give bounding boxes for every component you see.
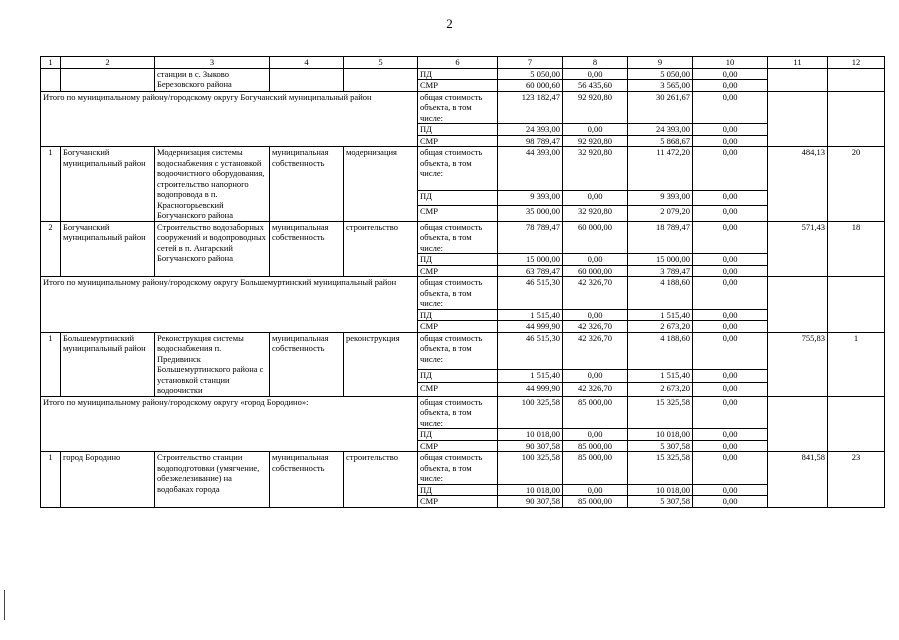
smr-label: СМР bbox=[418, 496, 498, 508]
col11-value: 755,83 bbox=[768, 332, 828, 396]
item-number: 1 bbox=[41, 452, 61, 508]
value-cell: 5 050,00 bbox=[628, 68, 693, 80]
col-header: 10 bbox=[693, 57, 768, 69]
value-cell: 4 188,60 bbox=[628, 332, 693, 369]
value-cell: 2 079,20 bbox=[628, 206, 693, 221]
col12-value: 23 bbox=[828, 452, 885, 508]
object-name: Модернизация системы водоснабжения с установкой водоочистного оборудования, строительство напорного водопровода в п. Красногорьевский Богучанского района bbox=[155, 147, 270, 222]
value-cell: 0,00 bbox=[693, 91, 768, 124]
value-cell: 0,00 bbox=[693, 206, 768, 221]
group-title: Итого по муниципальному району/городскому округу Большемуртинский муниципальный район bbox=[41, 277, 418, 333]
work-type: реконструкция bbox=[344, 332, 418, 396]
work-type: строительство bbox=[344, 452, 418, 508]
value-cell: 85 000,00 bbox=[563, 396, 628, 429]
value-cell: 32 920,80 bbox=[563, 206, 628, 221]
value-cell: 0,00 bbox=[693, 68, 768, 80]
object-name: Строительство станции водоподготовки (умягчение, обезжелезивание) на водобаках города bbox=[155, 452, 270, 508]
smr-label: СМР bbox=[418, 206, 498, 221]
value-cell: 15 000,00 bbox=[628, 254, 693, 266]
value-cell: 63 789,47 bbox=[498, 265, 563, 277]
value-cell: 1 515,40 bbox=[498, 369, 563, 382]
group-total-row bbox=[41, 91, 885, 124]
pd-label: ПД bbox=[418, 254, 498, 266]
value-cell: 92 920,80 bbox=[563, 91, 628, 124]
pd-label: ПД bbox=[418, 369, 498, 382]
value-cell: 5 307,58 bbox=[628, 440, 693, 452]
value-cell: 15 325,58 bbox=[628, 396, 693, 429]
value-cell: 5 868,67 bbox=[628, 135, 693, 147]
value-cell: 4 188,60 bbox=[628, 277, 693, 310]
group-total-row bbox=[41, 396, 885, 429]
value-cell: 123 182,47 bbox=[498, 91, 563, 124]
value-cell: 15 325,58 bbox=[628, 452, 693, 485]
value-cell: 46 515,30 bbox=[498, 277, 563, 310]
value-cell: 60 000,60 bbox=[498, 80, 563, 92]
object-name: Реконструкция системы водоснабжения п. Предивинск Большемуртинского района с установкой станции водоочистки bbox=[155, 332, 270, 396]
value-cell: 0,00 bbox=[563, 309, 628, 321]
value-cell: 0,00 bbox=[693, 265, 768, 277]
municipality: город Бородино bbox=[61, 452, 155, 508]
data-table bbox=[40, 56, 885, 508]
value-cell: 0,00 bbox=[693, 496, 768, 508]
col-header: 7 bbox=[498, 57, 563, 69]
value-cell: 1 515,40 bbox=[628, 369, 693, 382]
value-cell: 42 326,70 bbox=[563, 321, 628, 333]
total-label: общая стоимость объекта, в том числе: bbox=[418, 332, 498, 369]
value-cell: 56 435,60 bbox=[563, 80, 628, 92]
value-cell: 42 326,70 bbox=[563, 277, 628, 310]
margin-mark bbox=[4, 590, 7, 620]
header-row bbox=[41, 57, 885, 69]
value-cell: 0,00 bbox=[693, 135, 768, 147]
work-type: строительство bbox=[344, 221, 418, 277]
object-row bbox=[41, 147, 885, 191]
value-cell: 0,00 bbox=[693, 277, 768, 310]
ownership: муниципальная собственность bbox=[270, 221, 344, 277]
value-cell: 85 000,00 bbox=[563, 496, 628, 508]
col-header: 2 bbox=[61, 57, 155, 69]
value-cell: 30 261,67 bbox=[628, 91, 693, 124]
smr-label: СМР bbox=[418, 80, 498, 92]
col12-value: 20 bbox=[828, 147, 885, 222]
value-cell: 0,00 bbox=[693, 369, 768, 382]
value-cell: 0,00 bbox=[563, 190, 628, 205]
item-number: 1 bbox=[41, 147, 61, 222]
value-cell: 0,00 bbox=[563, 484, 628, 496]
value-cell: 78 789,47 bbox=[498, 221, 563, 254]
total-label: общая стоимость объекта, в том числе: bbox=[418, 91, 498, 124]
item-number: 2 bbox=[41, 221, 61, 277]
municipality: Большемуртинский муниципальный район bbox=[61, 332, 155, 396]
value-cell: 0,00 bbox=[693, 452, 768, 485]
value-cell: 24 393,00 bbox=[498, 124, 563, 136]
col11-value: 841,58 bbox=[768, 452, 828, 508]
value-cell: 10 018,00 bbox=[628, 429, 693, 441]
object-name: Строительство водозаборных сооружений и водопроводных сетей в п. Ангарский Богучанского района bbox=[155, 221, 270, 277]
col-header: 6 bbox=[418, 57, 498, 69]
smr-label: СМР bbox=[418, 265, 498, 277]
value-cell: 85 000,00 bbox=[563, 452, 628, 485]
value-cell: 15 000,00 bbox=[498, 254, 563, 266]
value-cell: 0,00 bbox=[563, 254, 628, 266]
total-label: общая стоимость объекта, в том числе: bbox=[418, 452, 498, 485]
col-header: 11 bbox=[768, 57, 828, 69]
smr-label: СМР bbox=[418, 321, 498, 333]
value-cell: 0,00 bbox=[563, 68, 628, 80]
value-cell: 10 018,00 bbox=[628, 484, 693, 496]
value-cell: 10 018,00 bbox=[498, 484, 563, 496]
value-cell: 9 393,00 bbox=[628, 190, 693, 205]
total-label: общая стоимость объекта, в том числе: bbox=[418, 221, 498, 254]
pd-label: ПД bbox=[418, 429, 498, 441]
table-row bbox=[41, 68, 885, 80]
col12-value: 18 bbox=[828, 221, 885, 277]
value-cell: 0,00 bbox=[563, 369, 628, 382]
value-cell: 0,00 bbox=[563, 124, 628, 136]
value-cell: 18 789,47 bbox=[628, 221, 693, 254]
object-row bbox=[41, 452, 885, 485]
value-cell: 2 673,20 bbox=[628, 321, 693, 333]
value-cell: 0,00 bbox=[693, 484, 768, 496]
ownership: муниципальная собственность bbox=[270, 332, 344, 396]
value-cell: 0,00 bbox=[693, 190, 768, 205]
value-cell: 42 326,70 bbox=[563, 332, 628, 369]
value-cell: 60 000,00 bbox=[563, 221, 628, 254]
value-cell: 100 325,58 bbox=[498, 396, 563, 429]
ownership: муниципальная собственность bbox=[270, 147, 344, 222]
col-header: 3 bbox=[155, 57, 270, 69]
smr-label: СМР bbox=[418, 135, 498, 147]
value-cell: 0,00 bbox=[693, 321, 768, 333]
col11-value: 571,43 bbox=[768, 221, 828, 277]
value-cell: 1 515,40 bbox=[498, 309, 563, 321]
col-header: 5 bbox=[344, 57, 418, 69]
ownership: муниципальная собственность bbox=[270, 452, 344, 508]
col-header: 9 bbox=[628, 57, 693, 69]
value-cell: 32 920,80 bbox=[563, 147, 628, 191]
value-cell: 0,00 bbox=[693, 332, 768, 369]
smr-label: СМР bbox=[418, 440, 498, 452]
value-cell: 5 050,00 bbox=[498, 68, 563, 80]
col-header: 1 bbox=[41, 57, 61, 69]
value-cell: 90 307,58 bbox=[498, 496, 563, 508]
value-cell: 0,00 bbox=[693, 124, 768, 136]
value-cell: 85 000,00 bbox=[563, 440, 628, 452]
group-total-row bbox=[41, 277, 885, 310]
group-title: Итого по муниципальному району/городскому округу «город Бородино»: bbox=[41, 396, 418, 452]
value-cell: 3 789,47 bbox=[628, 265, 693, 277]
value-cell: 11 472,20 bbox=[628, 147, 693, 191]
page-number: 2 bbox=[446, 16, 453, 31]
smr-label: СМР bbox=[418, 383, 498, 396]
value-cell: 0,00 bbox=[693, 309, 768, 321]
value-cell: 35 000,00 bbox=[498, 206, 563, 221]
total-label: общая стоимость объекта, в том числе: bbox=[418, 277, 498, 310]
total-label: общая стоимость объекта, в том числе: bbox=[418, 396, 498, 429]
object-row bbox=[41, 221, 885, 254]
value-cell: 0,00 bbox=[693, 221, 768, 254]
pd-label: ПД bbox=[418, 68, 498, 80]
pd-label: ПД bbox=[418, 309, 498, 321]
col-header: 4 bbox=[270, 57, 344, 69]
value-cell: 10 018,00 bbox=[498, 429, 563, 441]
municipality: Богучанский муниципальный район bbox=[61, 147, 155, 222]
group-title: Итого по муниципальному району/городскому округу Богучанский муниципальный район bbox=[41, 91, 418, 147]
col-header: 8 bbox=[563, 57, 628, 69]
value-cell: 60 000,00 bbox=[563, 265, 628, 277]
object-name: станции в с. Зыково Березовского района bbox=[155, 68, 270, 91]
value-cell: 46 515,30 bbox=[498, 332, 563, 369]
pd-label: ПД bbox=[418, 124, 498, 136]
col-header: 12 bbox=[828, 57, 885, 69]
value-cell: 0,00 bbox=[693, 80, 768, 92]
municipality: Богучанский муниципальный район bbox=[61, 221, 155, 277]
value-cell: 44 999,90 bbox=[498, 383, 563, 396]
value-cell: 44 393,00 bbox=[498, 147, 563, 191]
value-cell: 24 393,00 bbox=[628, 124, 693, 136]
value-cell: 0,00 bbox=[563, 429, 628, 441]
value-cell: 42 326,70 bbox=[563, 383, 628, 396]
pd-label: ПД bbox=[418, 484, 498, 496]
value-cell: 2 673,20 bbox=[628, 383, 693, 396]
col11-value: 484,13 bbox=[768, 147, 828, 222]
value-cell: 0,00 bbox=[693, 254, 768, 266]
value-cell: 5 307,58 bbox=[628, 496, 693, 508]
value-cell: 9 393,00 bbox=[498, 190, 563, 205]
value-cell: 3 565,00 bbox=[628, 80, 693, 92]
pd-label: ПД bbox=[418, 190, 498, 205]
col12-value: 1 bbox=[828, 332, 885, 396]
object-row bbox=[41, 332, 885, 369]
value-cell: 0,00 bbox=[693, 147, 768, 191]
item-number: 1 bbox=[41, 332, 61, 396]
total-label: общая стоимость объекта, в том числе: bbox=[418, 147, 498, 191]
value-cell: 44 999,90 bbox=[498, 321, 563, 333]
value-cell: 0,00 bbox=[693, 383, 768, 396]
value-cell: 0,00 bbox=[693, 440, 768, 452]
value-cell: 1 515,40 bbox=[628, 309, 693, 321]
value-cell: 100 325,58 bbox=[498, 452, 563, 485]
value-cell: 92 920,80 bbox=[563, 135, 628, 147]
value-cell: 90 307,58 bbox=[498, 440, 563, 452]
value-cell: 0,00 bbox=[693, 396, 768, 429]
value-cell: 98 789,47 bbox=[498, 135, 563, 147]
value-cell: 0,00 bbox=[693, 429, 768, 441]
work-type: модернизация bbox=[344, 147, 418, 222]
